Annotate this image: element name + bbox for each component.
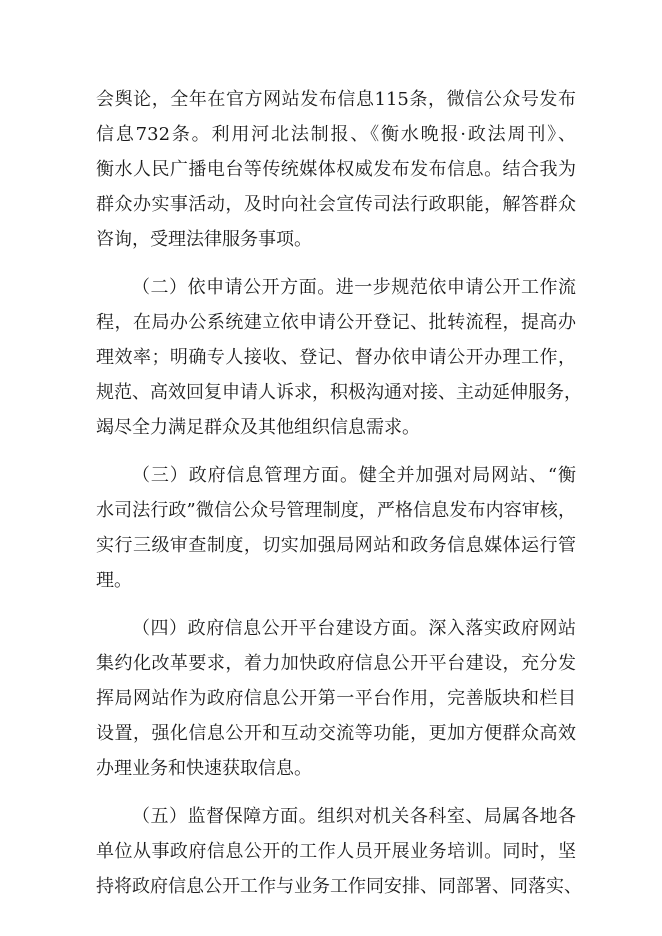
paragraph-media-line-5: 咨询，受理法律服务事项。 xyxy=(96,229,312,250)
paragraph-platform-line-1: （四）政府信息公开平台建设方面。深入落实政府网站 xyxy=(132,618,576,639)
paragraph-platform-line-5: 办理业务和快速获取信息。 xyxy=(96,758,312,779)
paragraph-application-line-3: 理效率；明确专人接收、登记、督办依申请公开办理工作， xyxy=(96,347,576,368)
paragraph-platform-line-2: 集约化改革要求，着力加快政府信息公开平台建设，充分发 xyxy=(96,653,576,674)
paragraph-media-line-4: 群众办实事活动，及时向社会宣传司法行政职能，解答群众 xyxy=(96,194,576,215)
paragraph-supervision-line-3: 持将政府信息公开工作与业务工作同安排、同部署、同落实、 xyxy=(96,876,582,897)
paragraph-supervision-line-1: （五）监督保障方面。组织对机关各科室、局属各地各 xyxy=(132,806,576,827)
paragraph-media-line-3: 衡水人民广播电台等传统媒体权威发布发布信息。结合我为 xyxy=(96,159,576,180)
paragraph-application-line-1: （二）依申请公开方面。进一步规范依申请公开工作流 xyxy=(132,277,576,298)
paragraph-supervision-line-2: 单位从事政府信息公开的工作人员开展业务培训。同时，坚 xyxy=(96,841,576,862)
paragraph-management-line-3: 实行三级审查制度，切实加强局网站和政务信息媒体运行管 xyxy=(96,535,576,556)
paragraph-platform-line-3: 挥局网站作为政府信息公开第一平台作用，完善版块和栏目 xyxy=(96,688,576,709)
paragraph-management-line-2: 水司法行政”微信公众号管理制度，严格信息发布内容审核， xyxy=(96,500,576,521)
paragraph-application-line-5: 竭尽全力满足群众及其他组织信息需求。 xyxy=(96,417,420,438)
paragraph-management-line-1: （三）政府信息管理方面。健全并加强对局网站、“衡 xyxy=(132,465,576,486)
paragraph-platform-line-4: 设置，强化信息公开和互动交流等功能，更加方便群众高效 xyxy=(96,723,576,744)
paragraph-media-line-2: 信息732条。利用河北法制报、《衡水晚报·政法周刊》、 xyxy=(96,124,576,145)
paragraph-application-line-2: 程，在局办公系统建立依申请公开登记、批转流程，提高办 xyxy=(96,312,576,333)
paragraph-media-line-1: 会舆论，全年在官方网站发布信息115条，微信公众号发布 xyxy=(96,89,576,110)
paragraph-management-line-4: 理。 xyxy=(96,570,132,591)
paragraph-application-line-4: 规范、高效回复申请人诉求，积极沟通对接、主动延伸服务， xyxy=(96,382,582,403)
